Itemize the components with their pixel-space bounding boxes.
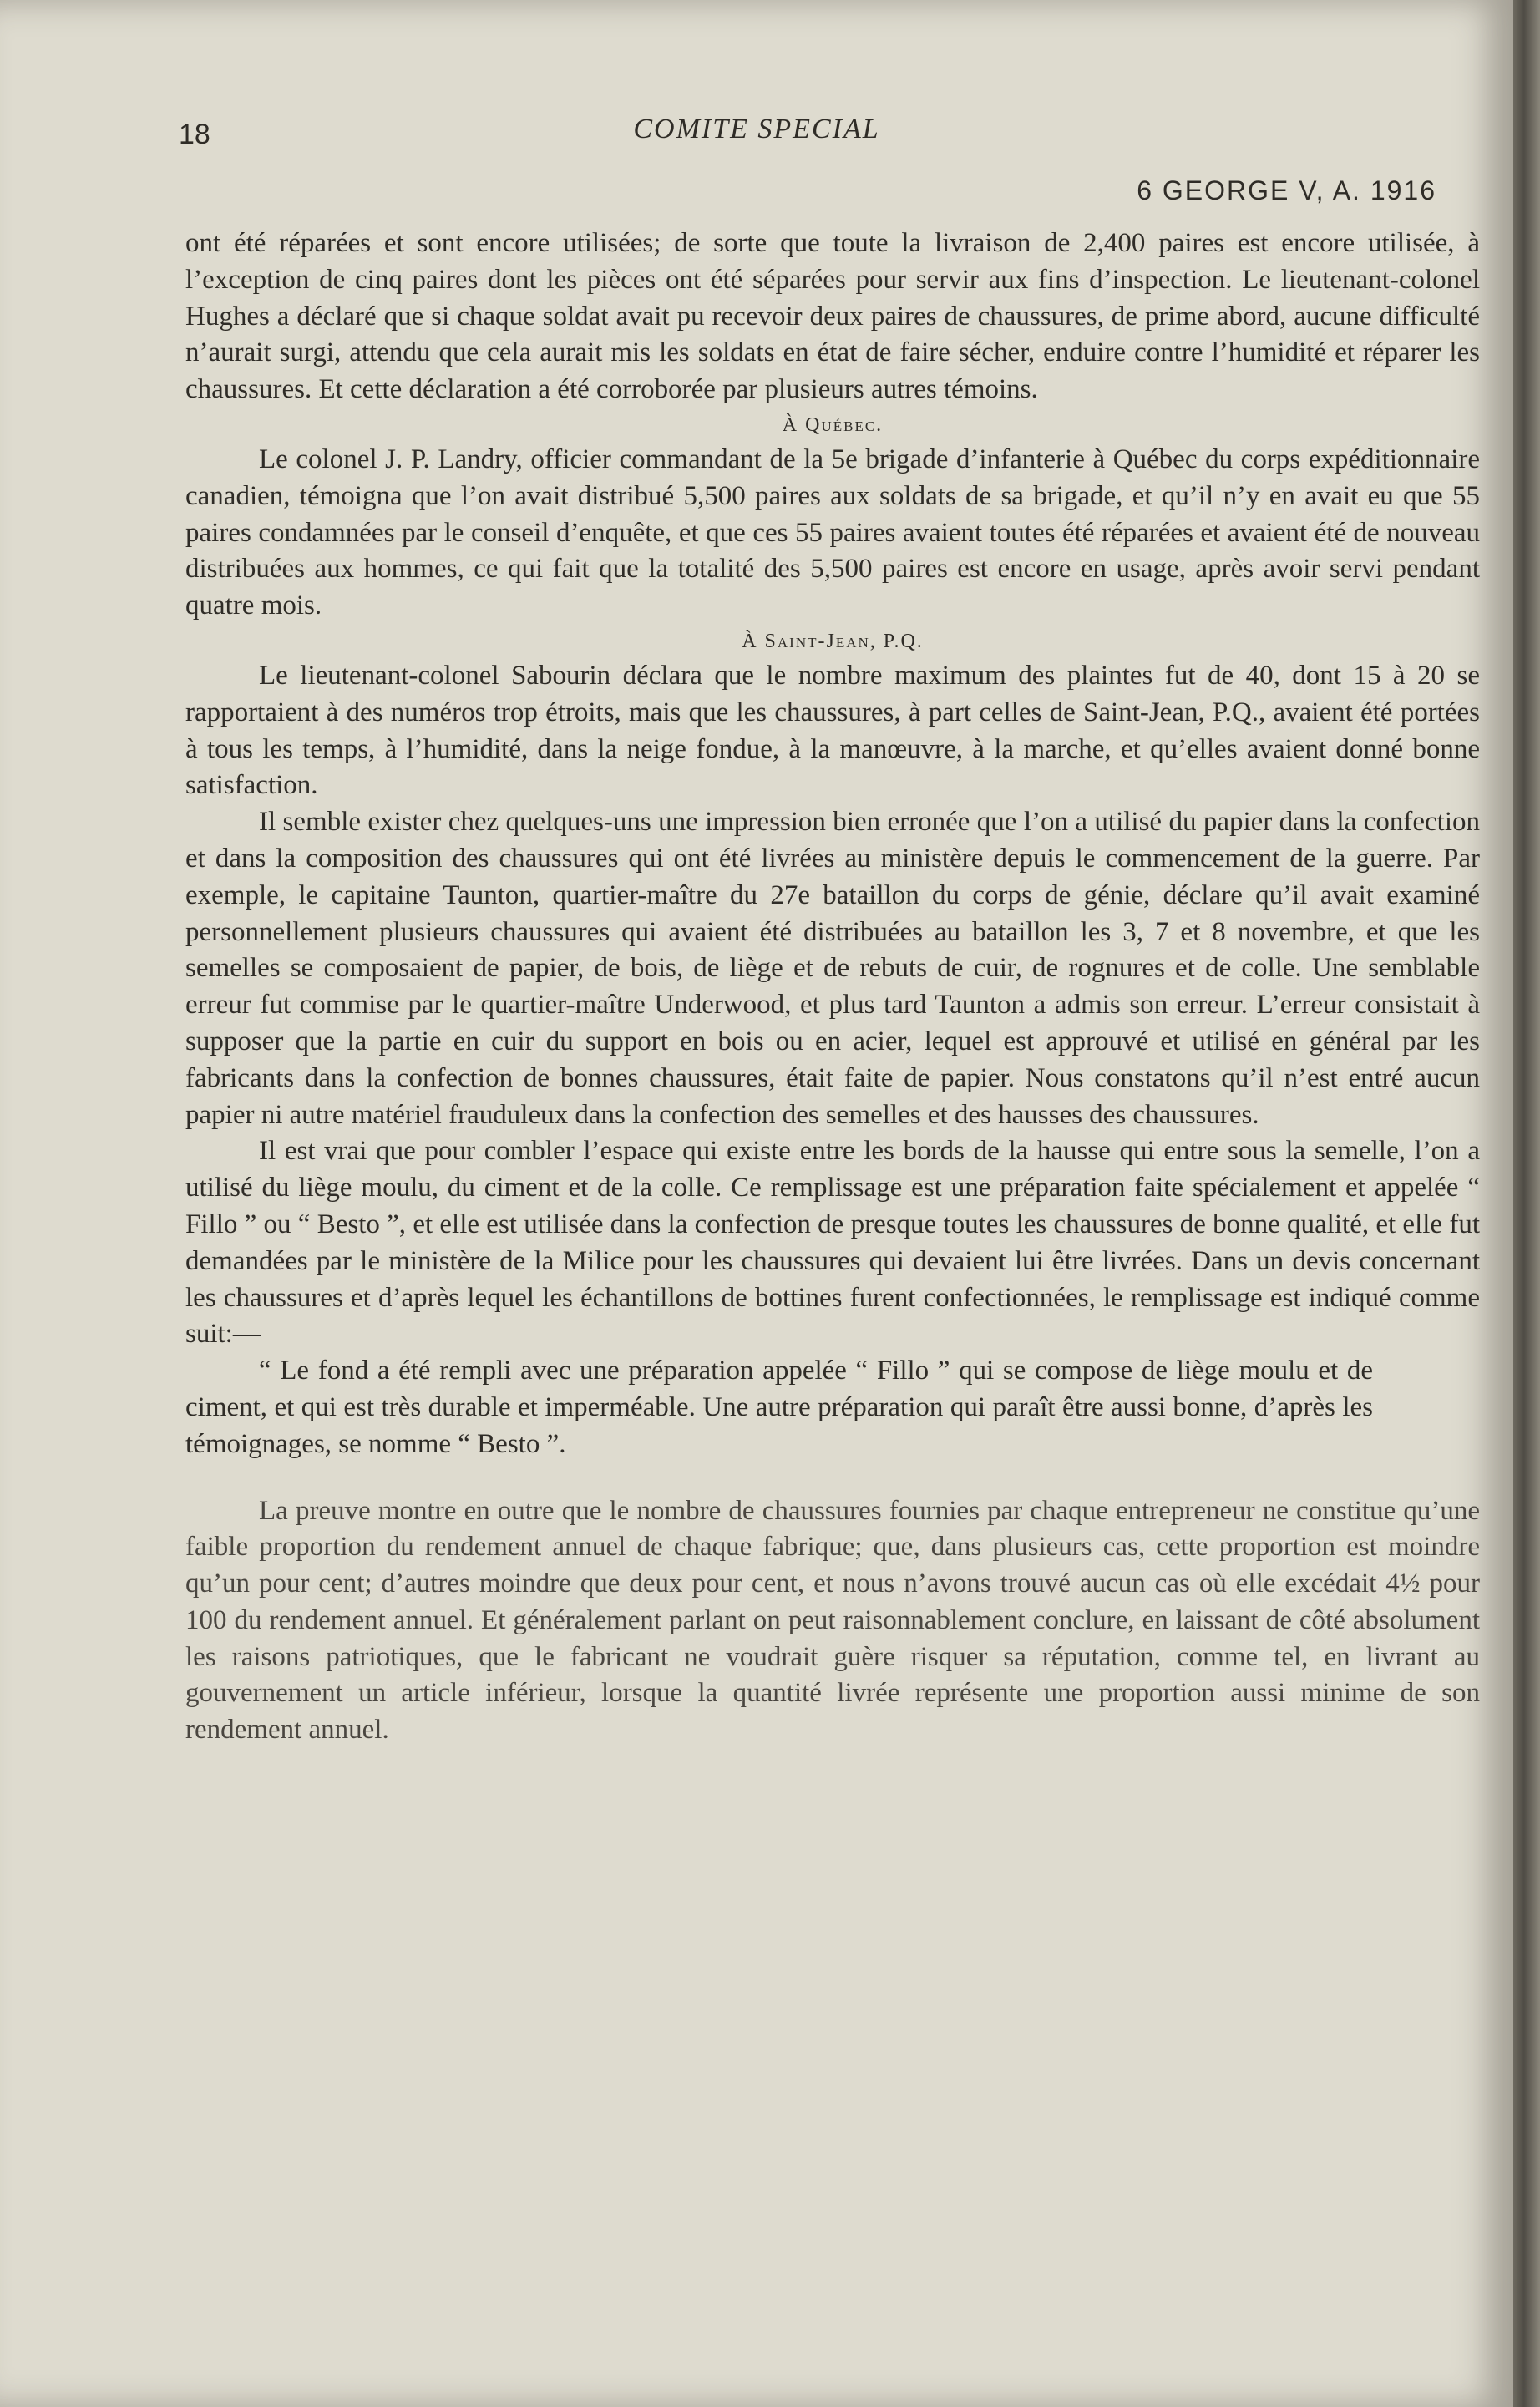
page-edge: [1513, 0, 1540, 2407]
paragraph-gap: [185, 1463, 1480, 1493]
paragraph-2: Le colonel J. P. Landry, officier commandant de la 5e brigade d’infanterie à Québec du corps expéditionnaire canadien, témoigna que l’on avait distribué 5,500 paires aux soldats de sa brigade, et qu’il n’y en avait eu que 55 paires condamnées par le conseil d’enquête, et que ces 55 paires avaient toutes été réparées et avaient été de nouveau distribuées aux hommes, ce qui fait que la totalité des 5,500 paires est encore en usage, après avoir servi pendant quatre mois.: [185, 443, 1480, 621]
paragraph-1: ont été réparées et sont encore utilisées; de sorte que toute la livraison de 2,400 paires est encore utilisée, à l’exception de cinq paires dont les pièces ont été séparées pour servir aux fins d’inspection. Le lieutenant-colonel Hughes a déclaré que si chaque soldat avait pu recevoir deux paires de chaussures, de prime abord, aucune difficulté n’aurait surgi, attendu que cela aurait mis les soldats en état de faire sécher, enduire contre l’humidité et réparer les chaussures. Et cette déclaration a été corroborée par plusieurs autres témoins.: [185, 228, 1480, 405]
session-line: 6 GEORGE V, A. 1916: [1137, 175, 1436, 205]
paragraph-5: Il est vrai que pour combler l’espace qui existe entre les bords de la hausse qui entre sous la semelle, l’on a utilisé du liège moulu, du ciment et de la colle. Ce remplissage est une préparation faite spécialement et appelée “ Fillo ” ou “ Besto ”, et elle est utilisée dans la confection de presque toutes les chaussures de bonne qualité, et elle fut demandées par le ministère de la Milice pour les chaussures qui devaient lui être livrées. Dans un devis concernant les chaussures et d’après lequel les échantillons de bottines furent confectionnées, le remplissage est indiqué comme suit:—: [185, 1136, 1480, 1350]
paragraph-3: Le lieutenant-colonel Sabourin déclara que le nombre maximum des plaintes fut de 40, dont 15 à 20 se rapportaient à des numéros trop étroits, mais que les chaussures, à part celles de Saint-Jean, P.Q., avaient été portées à tous les temps, à l’humidité, dans la neige fondue, à la manœuvre, à la marche, et qu’elles avaient donné bonne satisfaction.: [185, 660, 1480, 801]
paragraph-4: Il semble exister chez quelques-uns une impression bien erronée que l’on a utilisé du papier dans la confection et dans la composition des chaussures qui ont été livrées au ministère depuis le commencement de la guerre. Par exemple, le capitaine Taunton, quartier-maître du 27e bataillon du corps de génie, déclare qu’il avait examiné personnellement plusieurs chaussures qui avaient été distribuées au bataillon les 3, 7 et 8 novembre, et que les semelles se composaient de papier, de bois, de liège et de rebuts de cuir, de rognures et de colle. Une semblable erreur fut commise par le quartier-maître Underwood, et plus tard Taunton a admis son erreur. L’erreur consistait à supposer que la partie en cuir du support en bois ou en acier, lequel est approuvé et utilisé en général par les fabricants dans la confection de bonnes chaussures, était faite de papier. Nous constatons qu’il n’est entré aucun papier ni autre matériel frauduleux dans la confection des semelles et des hausses des chaussures.: [185, 807, 1480, 1130]
document-body: [185, 225, 1480, 1749]
block-quote: “ Le fond a été rempli avec une préparation appelée “ Fillo ” qui se compose de liège moulu et de ciment, et qui est très durable et imperméable. Une autre préparation qui paraît être aussi bonne, d’après les témoignages, se nomme “ Besto ”.: [185, 1356, 1373, 1459]
section-heading-saint-jean: À Saint-Jean, P.Q.: [742, 630, 924, 652]
section-heading-quebec: À Québec.: [782, 413, 884, 436]
running-title: COMITE SPECIAL: [633, 114, 880, 144]
paragraph-6: La preuve montre en outre que le nombre de chaussures fournies par chaque entrepreneur ne constitue qu’une faible proportion du rendement annuel de chaque fabrique; que, dans plusieurs cas, cette proportion est moindre qu’un pour cent; d’autres moindre que deux pour cent, et nous n’avons trouvé aucun cas où elle excédait 4½ pour 100 du rendement annuel. Et généralement parlant on peut raisonnablement conclure, en laissant de côté absolument les raisons patriotiques, que le fabricant ne voudrait guère risquer sa réputation, comme tel, en livrant au gouvernement un article inférieur, lorsque la quantité livrée représente une proportion aussi minime de son rendement annuel.: [185, 1495, 1480, 1746]
page-number: 18: [179, 119, 210, 150]
